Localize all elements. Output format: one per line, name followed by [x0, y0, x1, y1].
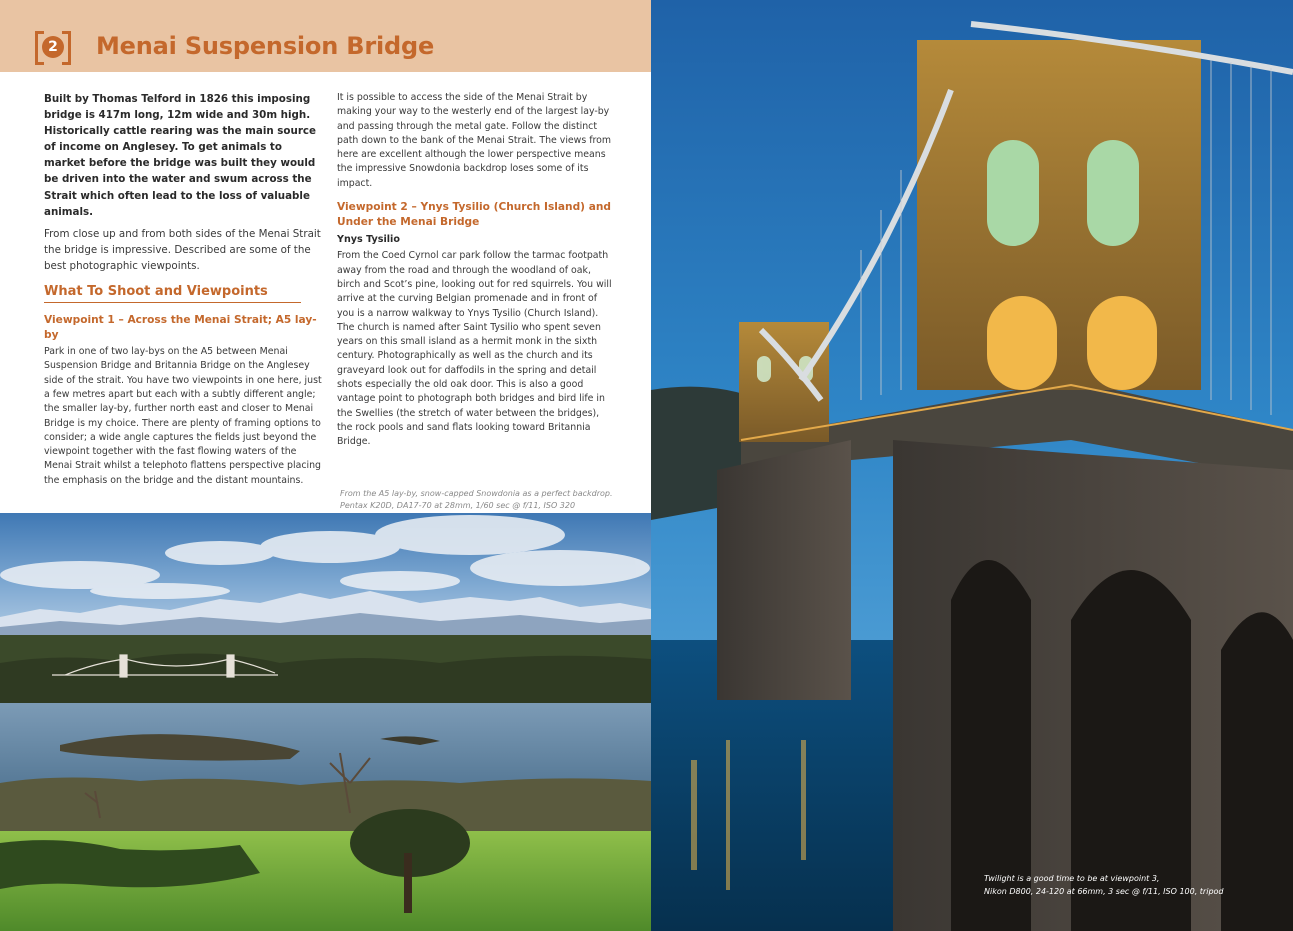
strait-caption-line-2: Pentax K20D, DA17-70 at 28mm, 1/60 sec @ f/11, ISO 320 [340, 501, 576, 510]
strait-caption-line-1: From the A5 lay-by, snow-capped Snowdonia as a perfect backdrop. [340, 489, 613, 498]
bridge-twilight-photo [651, 0, 1293, 931]
bridge-caption-line-1: Twilight is a good time to be at viewpoint 3, [984, 874, 1160, 883]
distant-tower [739, 322, 829, 442]
left-text-column [44, 91, 323, 488]
viewpoint-2-subheading: Ynys Tysilio [337, 234, 400, 246]
page-title: Menai Suspension Bridge [96, 32, 435, 60]
bridge-photo-caption [984, 872, 1284, 898]
bracket-right [62, 31, 71, 65]
access-paragraph: It is possible to access the side of the Menai Strait by making your way to the westerly end of the largest lay-by and passing through the metal gate. Follow the distinct path down to the bank of the Menai Strait. The views from here are excellent although the lower perspective means the impressive Snowdonia backdrop loses some of its impact. [337, 92, 612, 189]
header-band [0, 0, 651, 72]
right-text-column [337, 91, 612, 450]
bridge-caption-line-2: Nikon D800, 24-120 at 66mm, 3 sec @ f/11, ISO 100, tripod [984, 887, 1224, 896]
section-number-badge [35, 31, 71, 67]
stone-pier [717, 440, 851, 700]
section-number: 2 [42, 36, 64, 58]
strait-landscape-photo [0, 513, 651, 931]
viewpoint-2-heading: Viewpoint 2 – Ynys Tysilio (Church Island) and Under the Menai Bridge [337, 201, 611, 229]
viewpoint-1-body: Park in one of two lay-bys on the A5 between Menai Suspension Bridge and Britannia Bridge on the Anglesey side of the strait. You have two viewpoints in one here, just a few metres apart but each with a subtly different angle; the smaller lay-by, further north east and closer to Menai Bridge is my choice. There are plenty of framing options to consider; a wide angle captures the fields just beyond the viewpoint together with the fast flowing waters of the Menai Strait whilst a telephoto flattens perspective placing the emphasis on the bridge and the distant mountains. [44, 346, 322, 486]
intro-paragraph: From close up and from both sides of the Menai Strait the bridge is impressive. Described are some of the best photographic viewpoints. [44, 227, 321, 272]
viewpoint-2-body: From the Coed Cyrnol car park follow the tarmac footpath away from the road and through the woodland of oak, birch and Scot’s pine, looking out for red squirrels. You will arrive at the curving Belgian promenade and in front of you is a narrow walkway to Ynys Tysilio (Church Island). The church is named after Saint Tysilio who spent seven years on this small island as a hermit monk in the sixth century. Photographically as well as the church and its graveyard look out for daffodils in the spring and detail shots especially the old oak door. This is also a good vantage point to photograph both bridges and bird life in the Swellies (the stretch of water between the bridges), the rock pools and sand flats looking toward Britannia Bridge. [337, 250, 612, 448]
intro-bold-paragraph: Built by Thomas Telford in 1826 this imposing bridge is 417m long, 12m wide and 30m high. Historically cattle rearing was the main source of income on Anglesey. To get animals to market before the bridge was built they would be driven into the water and swum across the Strait which often lead to the loss of valuable animals. [44, 93, 317, 218]
main-tower [917, 40, 1201, 390]
viewpoint-1-heading: Viewpoint 1 – Across the Menai Strait; A5 lay-by [44, 314, 317, 342]
strait-photo-caption [340, 488, 630, 512]
section-heading: What To Shoot and Viewpoints [44, 285, 301, 303]
